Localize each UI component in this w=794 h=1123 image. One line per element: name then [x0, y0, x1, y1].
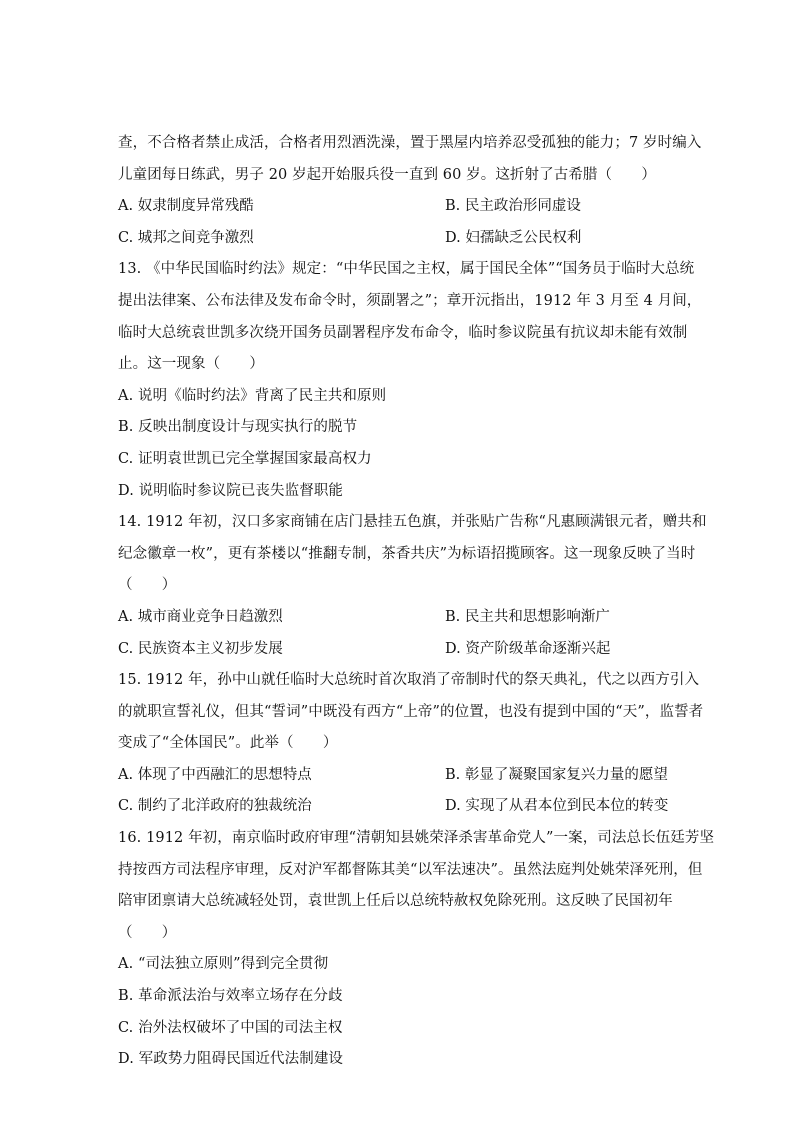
question-text-line: 的就职宣誓礼仪，但其“誓词”中既没有西方“上帝”的位置，也没有提到中国的“天”，监誓者 [118, 703, 704, 720]
option-b[interactable]: B. 民主政治形同虚设 [445, 198, 581, 215]
option-b[interactable]: B. 民主共和思想影响渐广 [445, 608, 610, 625]
option-d[interactable]: D. 军政势力阻碍民国近代法制建设 [118, 1051, 344, 1068]
option-b[interactable]: B. 彰显了凝聚国家复兴力量的愿望 [445, 766, 668, 783]
question-text-line: 提出法律案、公布法律及发布命令时，须副署之”；章开沅指出，1912 年 3 月至 4 月间， [118, 292, 702, 309]
question-text-line: 持按西方司法程序审理，反对沪军都督陈其美“以军法速决”。虽然法庭判处姚荣泽死刑，但 [118, 861, 703, 878]
question-text-line: 16. 1912 年初，南京临时政府审理“清朝知县姚荣泽杀害革命党人”一案，司法总长伍廷芳坚 [118, 830, 715, 847]
question-text-line: 变成了“全体国民”。此举（ ） [118, 735, 338, 752]
question-text-line: （ ） [118, 577, 177, 594]
page-content [118, 128, 715, 1076]
option-c[interactable]: C. 民族资本主义初步发展 [118, 640, 283, 657]
question-text-line: 止。这一现象（ ） [118, 356, 264, 373]
question-text-line: 儿童团每日练武，男子 20 岁起开始服兵役一直到 60 岁。这折射了古希腊（ ） [118, 166, 656, 183]
option-d[interactable]: D. 资产阶级革命逐渐兴起 [445, 640, 611, 657]
question-16 [118, 823, 715, 1076]
question-14 [118, 507, 707, 665]
option-a[interactable]: A. 城市商业竞争日趋激烈 [118, 608, 283, 625]
option-a[interactable]: A. 体现了中西融汇的思想特点 [118, 766, 312, 783]
question-text-line: 14. 1912 年初，汉口多家商铺在店门悬挂五色旗，并张贴广告称“凡惠顾满银元者，赠共和 [118, 514, 707, 531]
option-c[interactable]: C. 制约了北洋政府的独裁统治 [118, 798, 312, 815]
option-c[interactable]: C. 治外法权破坏了中国的司法主权 [118, 1019, 343, 1036]
option-d[interactable]: D. 说明临时参议院已丧失监督职能 [118, 482, 344, 499]
question-13 [118, 254, 702, 507]
options-row [118, 191, 678, 223]
options-row [118, 223, 678, 255]
option-d[interactable]: D. 妇孺缺乏公民权利 [445, 229, 582, 246]
options-row [118, 760, 678, 792]
option-b[interactable]: B. 革命派法治与效率立场存在分歧 [118, 988, 343, 1005]
option-a[interactable]: A. 奴隶制度异常残酷 [118, 198, 254, 215]
option-c[interactable]: C. 城邦之间竞争激烈 [118, 229, 254, 246]
question-text-line: 13. 《中华民国临时约法》规定：“中华民国之主权，属于国民全体”“国务员于临时大总统 [118, 261, 695, 278]
question-text-line: （ ） [118, 924, 177, 941]
question-15 [118, 665, 704, 823]
option-a[interactable]: A. “司法独立原则”得到完全贯彻 [118, 956, 329, 973]
options-row [118, 634, 678, 666]
options-row [118, 602, 678, 634]
option-d[interactable]: D. 实现了从君本位到民本位的转变 [445, 798, 669, 815]
option-c[interactable]: C. 证明袁世凯已完全掌握国家最高权力 [118, 450, 372, 467]
question-text-line: 查，不合格者禁止成活，合格者用烈酒洗澡，置于黑屋内培养忍受孤独的能力；7 岁时编入 [118, 135, 702, 151]
question-text-line: 临时大总统袁世凯多次绕开国务员副署程序发布命令，临时参议院虽有抗议却未能有效制 [118, 324, 688, 341]
options-row [118, 791, 678, 823]
question-12-continued [118, 128, 702, 254]
option-a[interactable]: A. 说明《临时约法》背离了民主共和原则 [118, 387, 387, 404]
question-text-line: 15. 1912 年，孙中山就任临时大总统时首次取消了帝制时代的祭天典礼，代之以西方引入 [118, 672, 700, 689]
question-text-line: 陪审团禀请大总统减轻处罚，袁世凯上任后以总统特赦权免除死刑。这反映了民国初年 [118, 893, 673, 910]
option-b[interactable]: B. 反映出制度设计与现实执行的脱节 [118, 419, 358, 436]
question-text-line: 纪念徽章一枚”，更有茶楼以“推翻专制，茶香共庆”为标语招揽顾客。这一现象反映了当时 [118, 545, 696, 562]
